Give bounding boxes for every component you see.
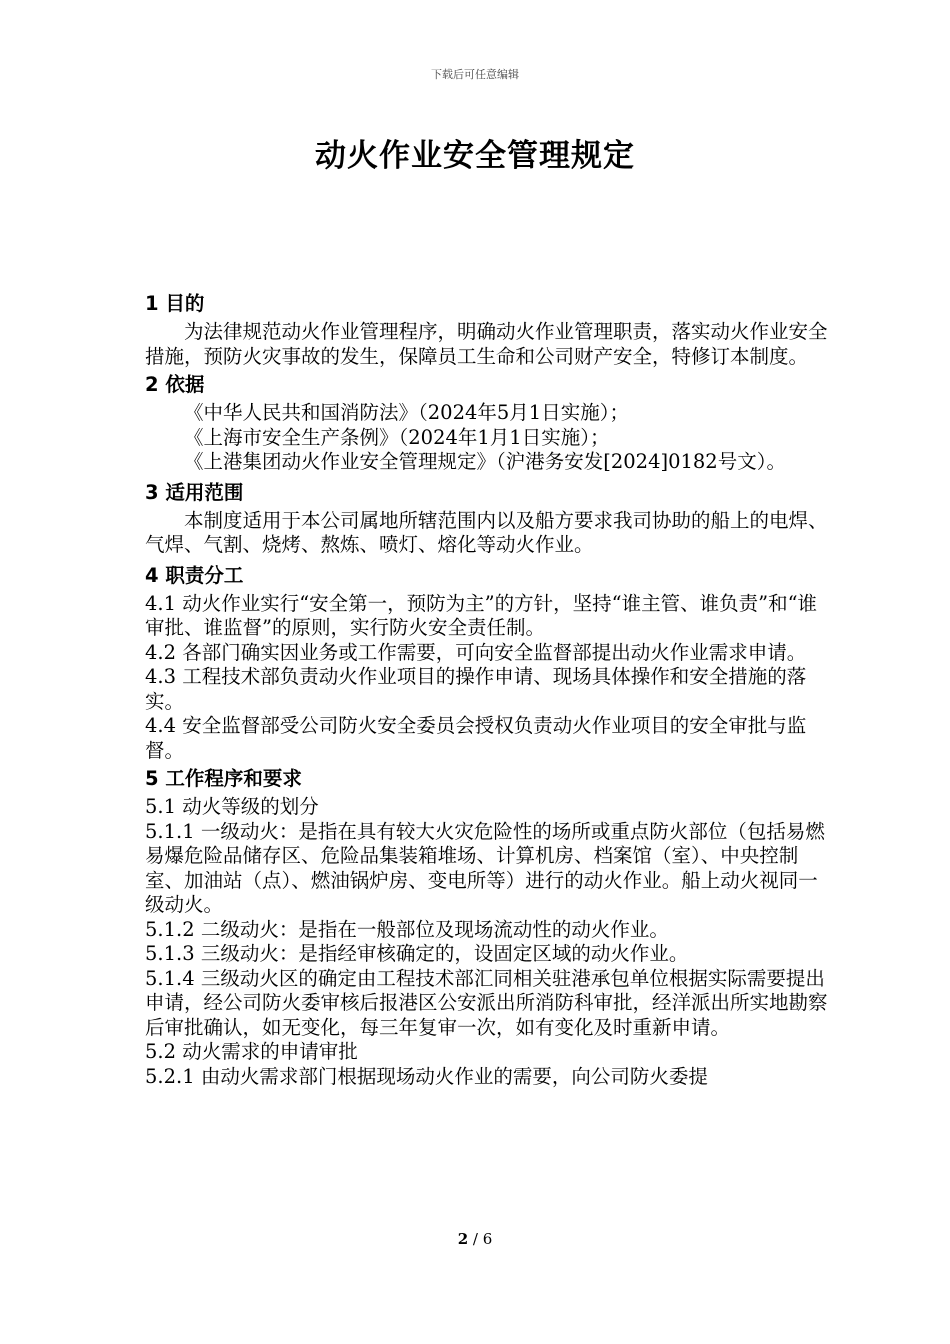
scope-paragraph: 本制度适用于本公司属地所辖范围内以及船方要求我司协助的船上的电焊、气焊、气割、烧烤、熬炼、喷灯、熔化等动火作业。 — [145, 508, 828, 556]
procedure-item: 5.1.2 二级动火：是指在一般部位及现场流动性的动火作业。 — [145, 917, 669, 941]
basis-item: 《上海市安全生产条例》（2024年1月1日实施）； — [184, 425, 610, 449]
procedure-item: 5.1 动火等级的划分 — [145, 795, 319, 818]
responsibility-item: 4.3 工程技术部负责动火作业项目的操作申请、现场具体操作和安全措施的落实。 — [145, 665, 807, 713]
basis-item: 《上港集团动火作业安全管理规定》（沪港务安发[2024]0182号文）。 — [184, 450, 786, 473]
procedure-item: 5.2.1 由动火需求部门根据现场动火作业的需要，向公司防火委提 — [145, 1064, 708, 1088]
responsibility-item: 4.1 动火作业实行“安全第一，预防为主”的方针，坚持“谁主管、谁负责”和“谁审批、谁监督”的原则，实行防火安全责任制。 — [145, 591, 818, 639]
document-title: 动火作业安全管理规定 — [315, 138, 635, 174]
purpose-paragraph: 为法律规范动火作业管理程序，明确动火作业管理职责，落实动火作业安全措施，预防火灾事故的发生，保障员工生命和公司财产安全，特修订本制度。 — [145, 320, 828, 368]
section-heading-scope: 3 适用范围 — [145, 480, 244, 504]
page-number — [0, 1230, 950, 1248]
page-separator: / — [468, 1230, 483, 1248]
procedure-item: 5.2 动火需求的申请审批 — [145, 1040, 358, 1063]
section-heading-responsibilities: 4 职责分工 — [145, 563, 244, 587]
procedure-item: 5.1.1 一级动火：是指在具有较大火灾危险性的场所或重点防火部位（包括易燃易爆危险品储存区、危险品集装箱堆场、计算机房、档案馆（室）、中央控制室、加油站（点）、燃油锅炉房、变电所等）进行的动火作业。船上动火视同一级动火。 — [145, 819, 825, 916]
procedure-item: 5.1.4 三级动火区的确定由工程技术部汇同相关驻港承包单位根据实际需要提出申请，经公司防火委审核后报港区公安派出所消防科审批，经洋派出所实地勘察后审批确认，如无变化，每三年复审一次，如有变化及时重新申请。 — [145, 966, 828, 1039]
responsibility-item: 4.4 安全监督部受公司防火安全委员会授权负责动火作业项目的安全审批与监督。 — [145, 714, 807, 762]
document-body — [145, 288, 833, 1089]
procedure-item: 5.1.3 三级动火：是指经审核确定的，设固定区域的动火作业。 — [145, 942, 689, 965]
header-note: 下载后可任意编辑 — [431, 68, 519, 81]
current-page: 2 — [457, 1230, 469, 1248]
section-heading-procedure: 5 工作程序和要求 — [145, 767, 302, 790]
total-pages: 6 — [482, 1230, 493, 1248]
basis-item: 《中华人民共和国消防法》（2024年5月1日实施）； — [184, 401, 629, 424]
section-heading-basis: 2 依据 — [145, 373, 205, 396]
responsibility-item: 4.2 各部门确实因业务或工作需要，可向安全监督部提出动火作业需求申请。 — [145, 640, 807, 664]
section-heading-purpose: 1 目的 — [145, 292, 205, 315]
